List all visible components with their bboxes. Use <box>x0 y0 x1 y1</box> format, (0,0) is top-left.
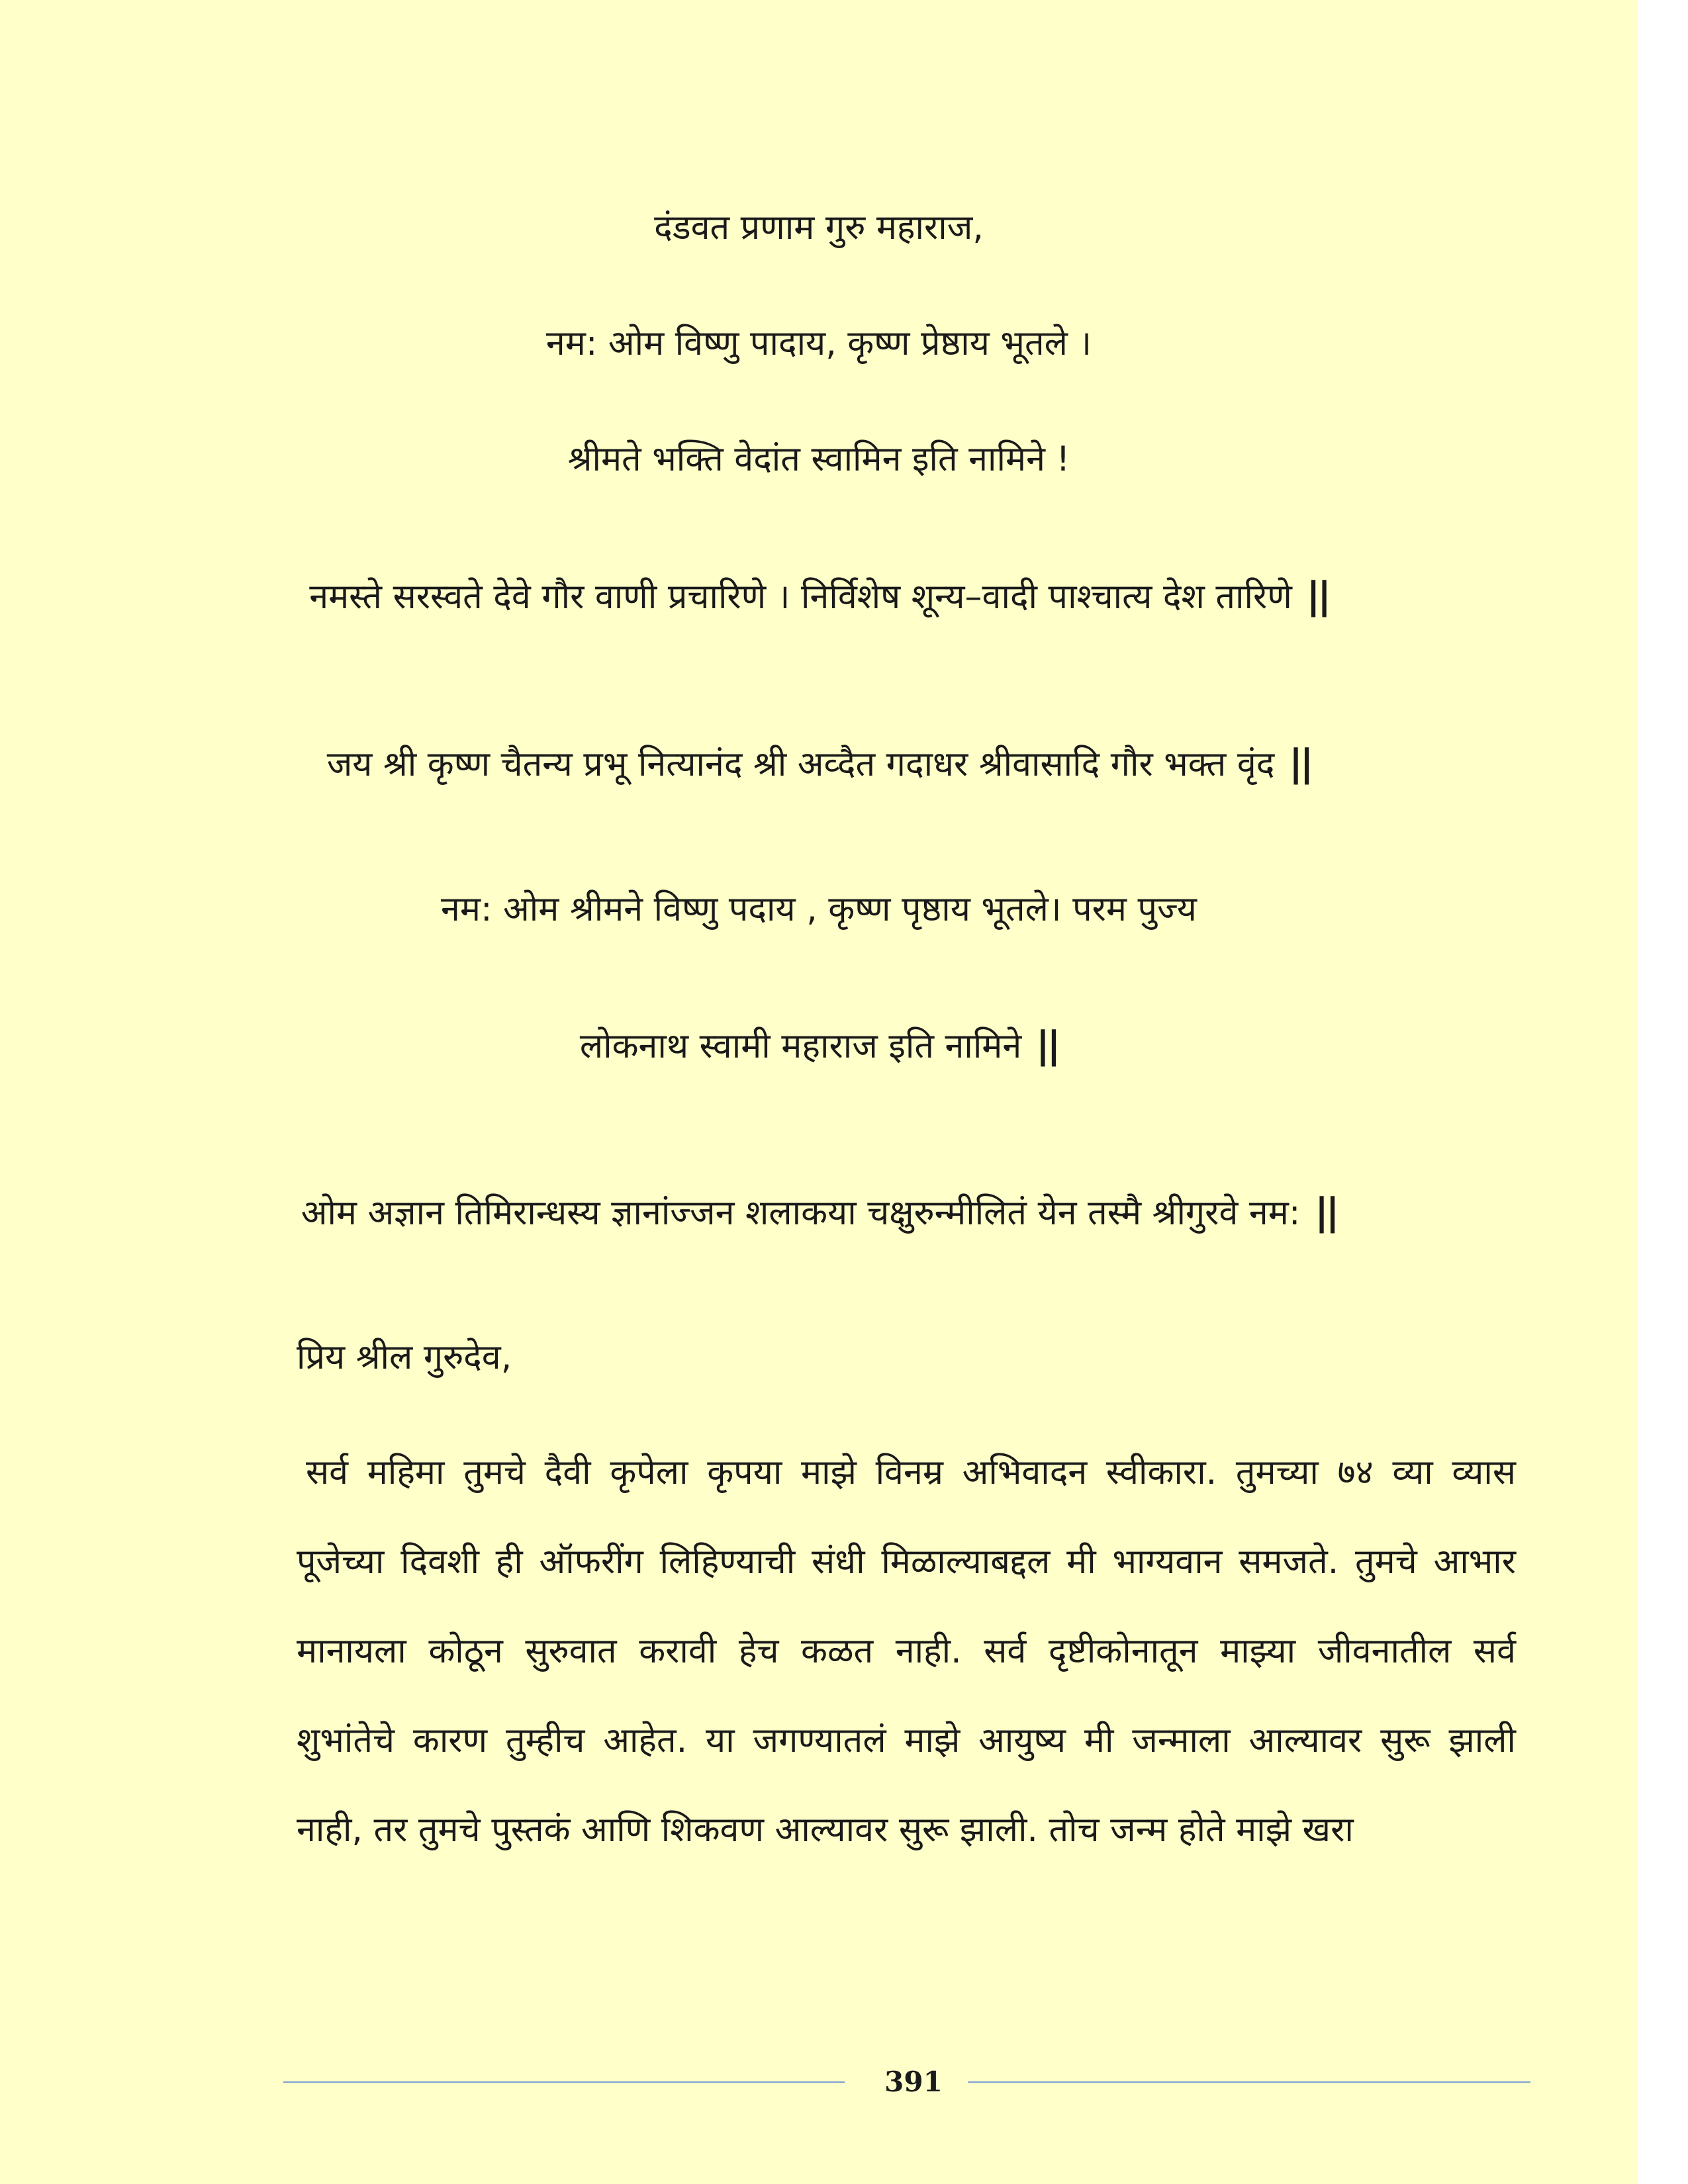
verse-text: नम: ओम श्रीमने विष्णु पदाय , कृष्ण पृष्ठाय भूतले। परम पुज्य <box>441 889 1197 929</box>
verse-line <box>0 886 1638 933</box>
double-danda: || <box>1289 742 1311 785</box>
verse-text: श्रीमते भक्ति वेदांत स्वामिन इति नामिने ! <box>567 439 1070 479</box>
body-paragraph-line: सर्व महिमा तुमचे दैवी कृपेला कृपया माझे विनम्र अभिवादन स्वीकारा. तुमच्या ७४ व्या व्यास <box>306 1453 1516 1492</box>
body-paragraph-line: मानायला कोठून सुरुवात करावी हेच कळत नाही. सर्व दृष्टीकोनातून माझ्या जीवनातील सर्व <box>297 1631 1516 1671</box>
body-paragraph-line: नाही, तर तुमचे पुस्तकं आणि शिकवण आल्यावर सुरू झाली. तोच जन्म होते माझे खरा <box>297 1810 1354 1850</box>
page-number: 391 <box>884 2066 943 2098</box>
verse-line <box>0 320 1638 367</box>
double-danda: || <box>1306 574 1329 617</box>
verse-line <box>0 1023 1638 1069</box>
verse-text: नम: ओम विष्णु पादाय, कृष्ण प्रेष्ठाय भूतले । <box>545 324 1092 363</box>
verse-line <box>0 573 1638 620</box>
verse-text: ओम अज्ञान तिमिरान्धस्य ज्ञानांज्जन शलाकया चक्षुरुन्मीलितं येन तस्मै श्रीगुरवे नम: <box>301 1193 1301 1233</box>
salutation: प्रिय श्रील गुरुदेव, <box>297 1338 512 1377</box>
verse-line <box>0 1189 1638 1236</box>
footer-rule-right <box>968 2081 1530 2083</box>
verse-line <box>0 436 1638 482</box>
body-paragraph-line: शुभांतेचे कारण तुम्हीच आहेत. या जगण्यातलं माझे आयुष्य मी जन्माला आल्यावर सुरू झाली <box>297 1721 1516 1760</box>
verse-text: नमस्ते सरस्वते देवे गौर वाणी प्रचारिणे । निर्विशेष शून्य–वादी पाश्चात्य देश तारिणे <box>309 577 1292 617</box>
verse-text: लोकनाथ स्वामी महाराज इति नामिने <box>579 1026 1022 1066</box>
body-paragraph-line: पूजेच्या दिवशी ही ऑफरींग लिहिण्याची संधी मिळाल्याबद्दल मी भाग्यवान समजते. तुमचे आभार <box>297 1542 1516 1582</box>
double-danda: || <box>1315 1191 1337 1234</box>
footer-rule-left <box>283 2081 845 2083</box>
verse-line <box>0 741 1638 788</box>
page-margin-strip <box>1638 0 1688 2184</box>
verse-text: जय श्री कृष्ण चैतन्य प्रभू नित्यानंद श्री अव्दैत गदाधर श्रीवासादि गौर भक्त वृंद <box>326 745 1275 784</box>
verse-text: दंडवत प्रणाम गुरु महाराज, <box>654 208 984 248</box>
verse-line <box>0 205 1638 251</box>
double-danda: || <box>1036 1024 1058 1067</box>
